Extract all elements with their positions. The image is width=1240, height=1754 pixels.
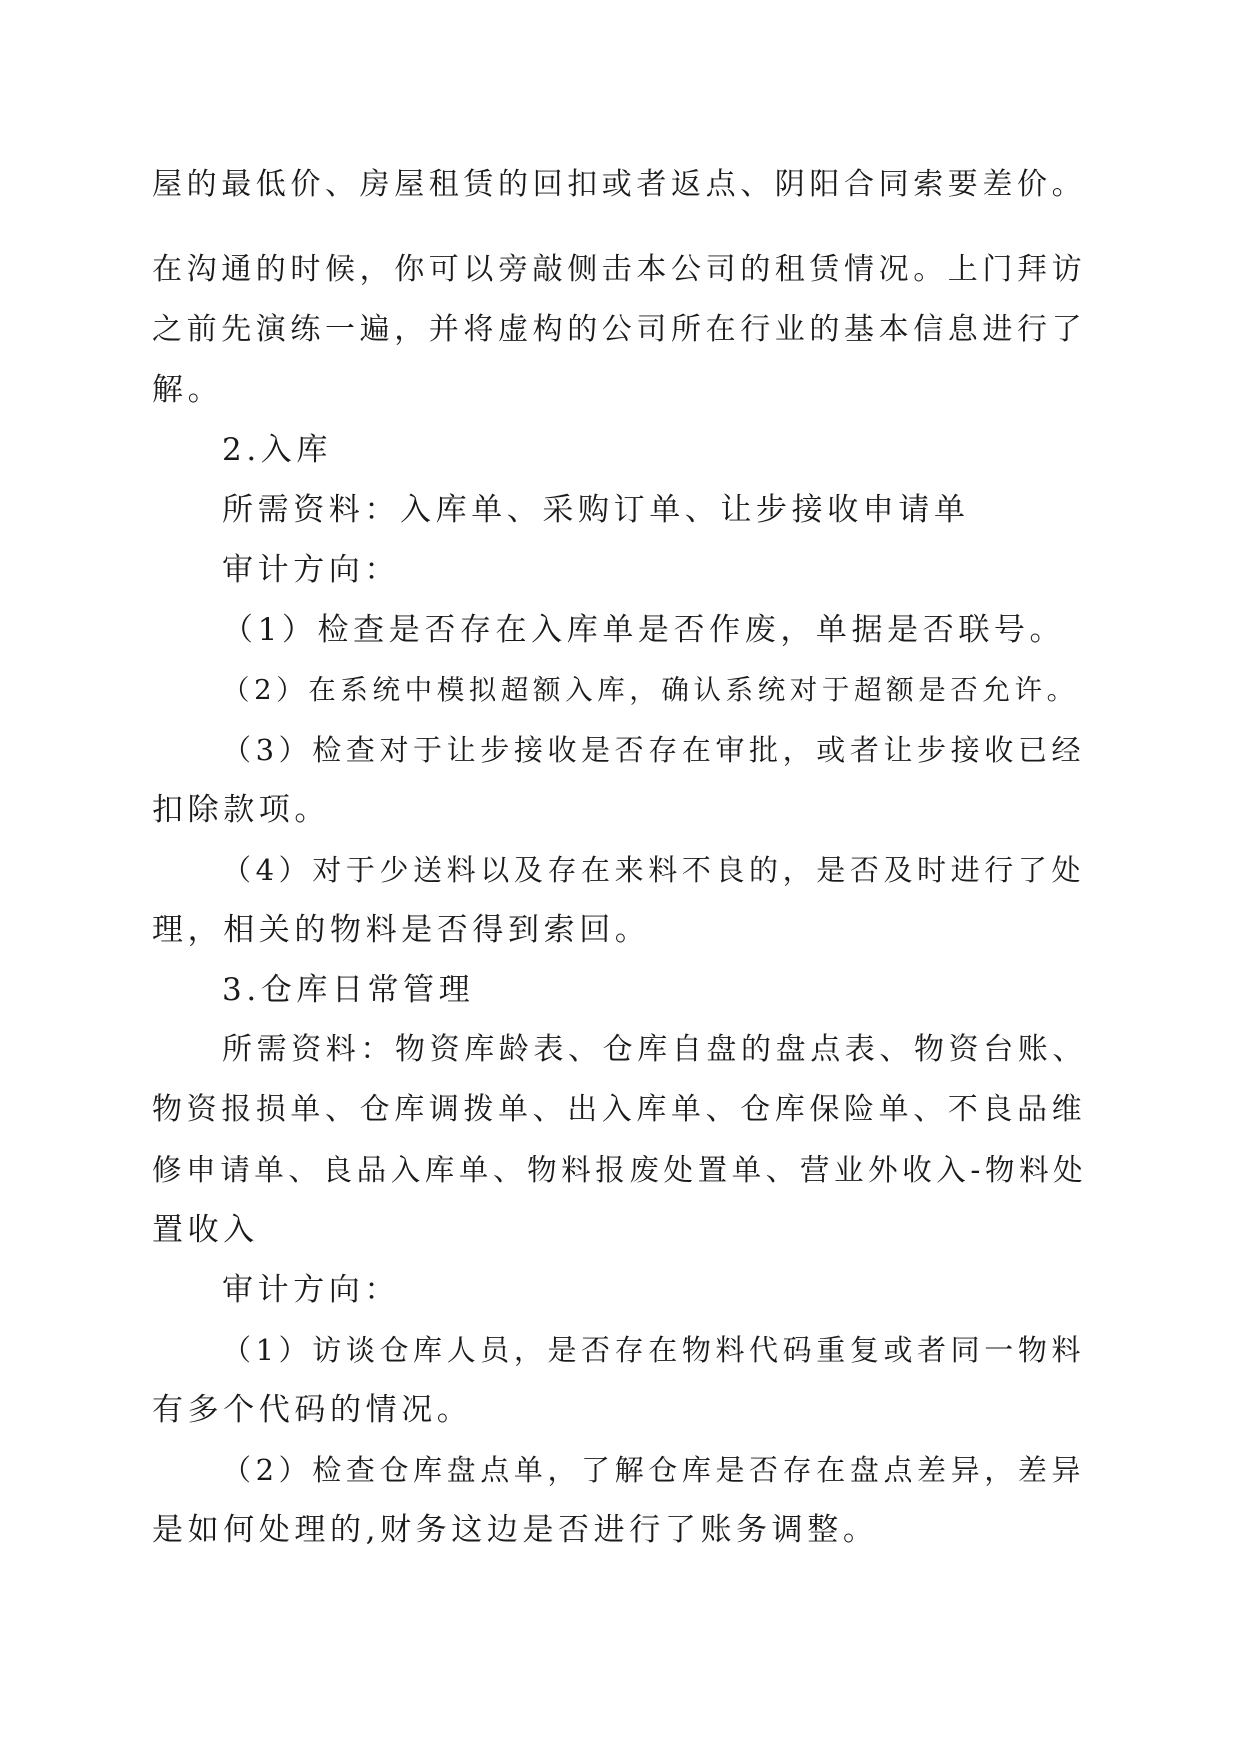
list-item: （1）访谈仓库人员，是否存在物料代码重复或者同一物料 [222,1333,1086,1367]
body-line: 审计方向： [222,1272,400,1308]
body-line: 审计方向： [222,552,400,588]
list-item: （1）检查是否存在入库单是否作废，单据是否联号。 [222,612,1066,648]
list-item: （2）在系统中模拟超额入库，确认系统对于超额是否允许。 [222,674,1079,706]
list-item: （4）对于少送料以及存在来料不良的，是否及时进行了处 [222,853,1086,887]
section-heading: 2.入库 [222,432,332,468]
body-line: 物资报损单、仓库调拨单、出入库单、仓库保险单、不良品维 [152,1092,1087,1127]
body-line: 屋的最低价、房屋租赁的回扣或者返点、阴阳合同索要差价。 [152,167,1087,202]
body-line: 在沟通的时候，你可以旁敲侧击本公司的租赁情况。上门拜访 [152,252,1087,287]
body-line: 所需资料：入库单、采购订单、让步接收申请单 [222,492,970,528]
body-line: 是如何处理的,财务这边是否进行了账务调整。 [152,1512,879,1548]
body-line: 扣除款项。 [152,792,330,828]
body-line: 修申请单、良品入库单、物料报废处置单、营业外收入-物料处 [152,1153,1088,1187]
list-item: （3）检查对于让步接收是否存在审批，或者让步接收已经 [222,733,1086,767]
list-item: （2）检查仓库盘点单，了解仓库是否存在盘点差异，差异 [222,1453,1086,1487]
body-line: 之前先演练一遍，并将虚构的公司所在行业的基本信息进行了 [152,312,1087,347]
section-heading: 3.仓库日常管理 [222,972,475,1008]
body-line: 解。 [152,372,224,408]
body-line: 所需资料：物资库龄表、仓库自盘的盘点表、物资台账、 [222,1032,1087,1067]
body-line: 置收入 [152,1212,259,1248]
body-line: 有多个代码的情况。 [152,1392,473,1428]
body-line: 理，相关的物料是否得到索回。 [152,912,651,948]
